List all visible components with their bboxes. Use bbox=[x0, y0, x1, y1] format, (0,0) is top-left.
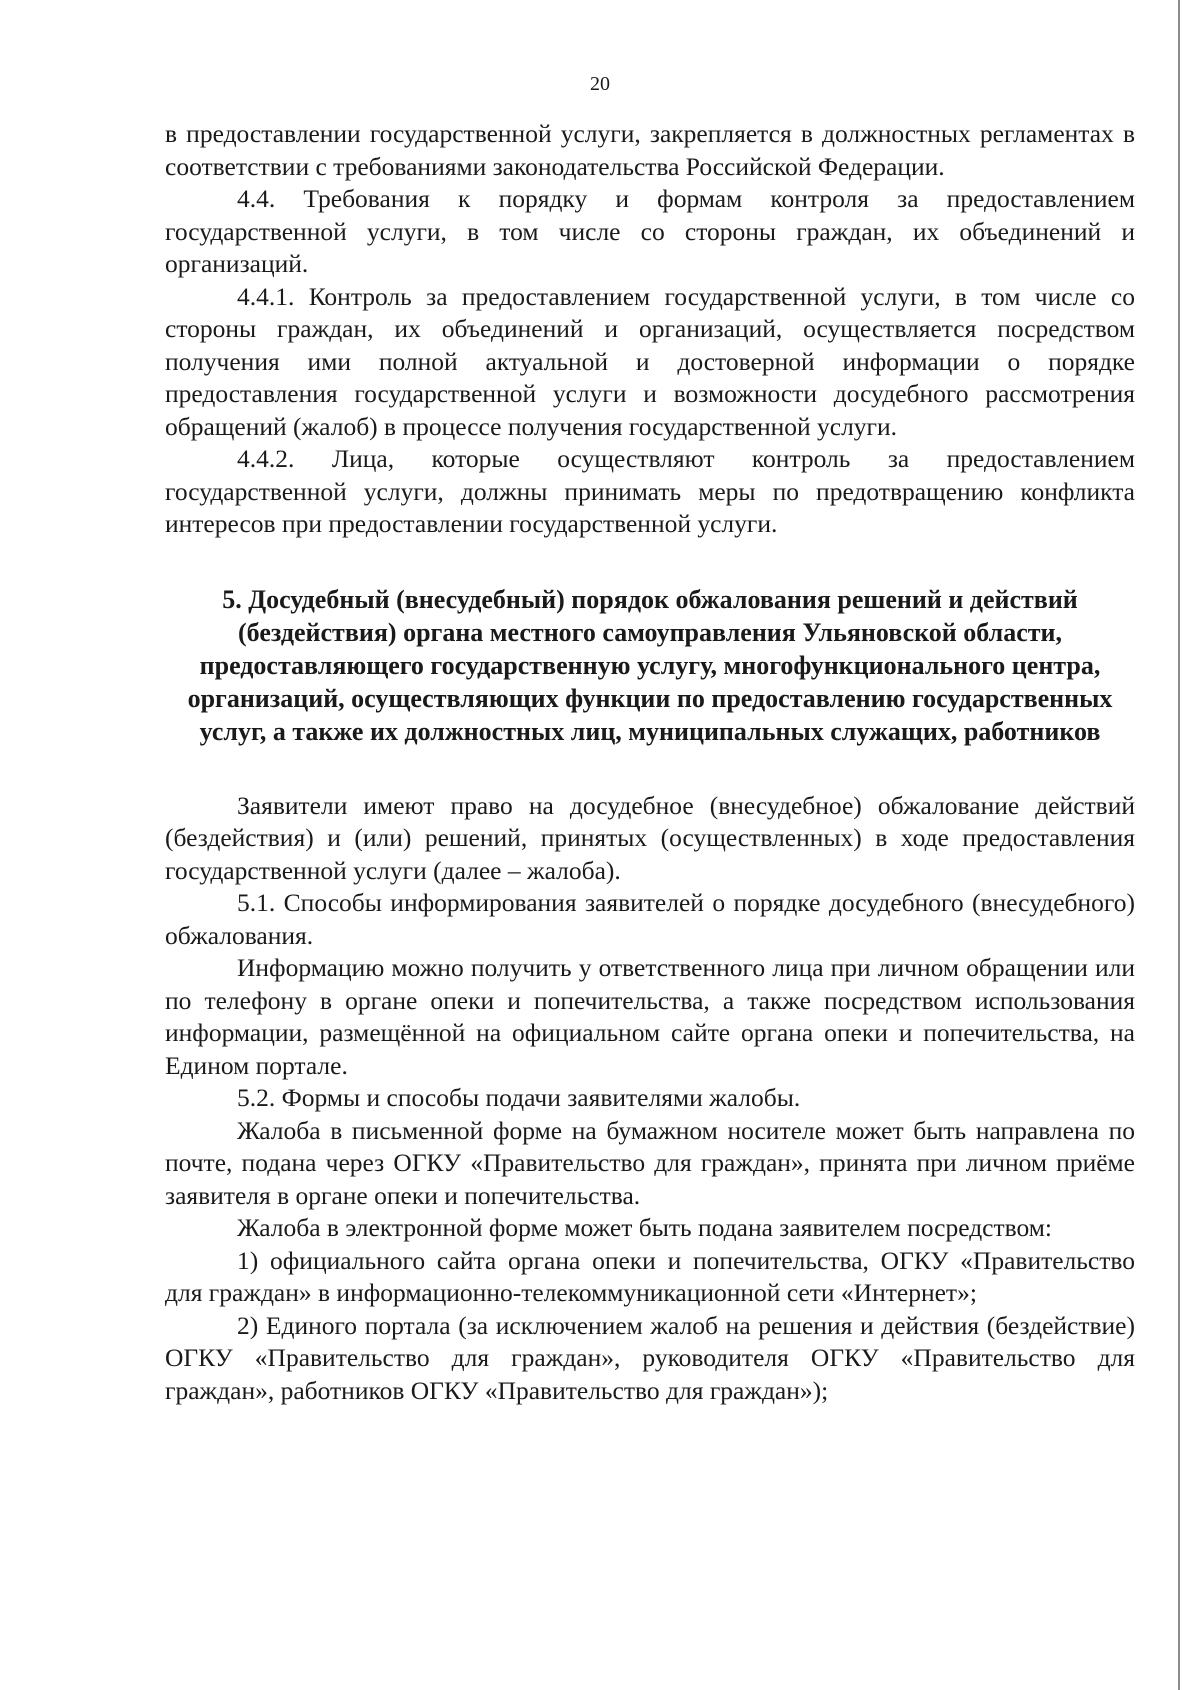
paragraph-5-1: 5.1. Способы информирования заявителей о порядке досудебного (внесудебного) обжалования. bbox=[165, 888, 1135, 950]
paragraph-written-complaint: Жалоба в письменной форме на бумажном носителе может быть направлена по почте, подана через ОГКУ «Правительство для граждан», принята при личном приёме заявителя в органе опеки и попечительства. bbox=[165, 1115, 1135, 1210]
list-item-1: 1) официального сайта органа опеки и попечительства, ОГКУ «Правительство для граждан» в информационно-телекоммуникационной сети «Интернет»; bbox=[165, 1245, 1135, 1307]
page-number: 20 bbox=[590, 73, 610, 95]
scan-edge-line bbox=[1178, 0, 1180, 1690]
list-item-2: 2) Единого портала (за исключением жалоб на решения и действия (бездействие) ОГКУ «Правительство для граждан», руководителя ОГКУ «Правительство для граждан», работников ОГКУ «Правительство для граждан»); bbox=[165, 1310, 1135, 1405]
paragraph-4-4-1: 4.4.1. Контроль за предоставлением государственной услуги, в том числе со стороны граждан, их объединений и организаций, осуществляется посредством получения ими полной актуальной и достоверной информации о порядке предоставления государственной услуги и возможности досудебного рассмотрения обращений (жалоб) в процессе получения государственной услуги. bbox=[165, 281, 1135, 441]
document-body bbox=[165, 118, 1135, 1407]
paragraph-4-4-2: 4.4.2. Лица, которые осуществляют контроль за предоставлением государственной услуги, должны принимать меры по предотвращению конфликта интересов при предоставлении государственной услуги. bbox=[165, 444, 1135, 538]
section-5-heading: 5. Досудебный (внесудебный) порядок обжалования решений и действий (бездействия) органа местного самоуправления Ульяновской области, предоставляющего государственную услугу, многофункционального центра, организаций, осуществляющих функции по предоставлению государственных услуг, а также их должностных лиц, муниципальных служащих, работников bbox=[187, 584, 1113, 746]
paragraph-applicants-right: Заявители имеют право на досудебное (внесудебное) обжалование действий (бездействия) и (или) решений, принятых (осуществленных) в ходе предоставления государственной услуги (далее – жалоба). bbox=[165, 790, 1135, 885]
paragraph-5-2: 5.2. Формы и способы подачи заявителями жалобы. bbox=[237, 1083, 801, 1112]
paragraph-4-4: 4.4. Требования к порядку и формам контроля за предоставлением государственной услуги, в том числе со стороны граждан, их объединений и организаций. bbox=[165, 184, 1135, 278]
paragraph-information: Информацию можно получить у ответственного лица при личном обращении или по телефону в органе опеки и попечительства, а также посредством использования информации, размещённой на официальном сайте органа опеки и попечительства, на Едином портале. bbox=[165, 953, 1135, 1080]
paragraph-electronic-complaint: Жалоба в электронной форме может быть подана заявителем посредством: bbox=[237, 1213, 1052, 1242]
paragraph-before-1: в предоставлении государственной услуги, закрепляется в должностных регламентах в соответствии с требованиями законодательства Российской Федерации. bbox=[165, 119, 1135, 181]
